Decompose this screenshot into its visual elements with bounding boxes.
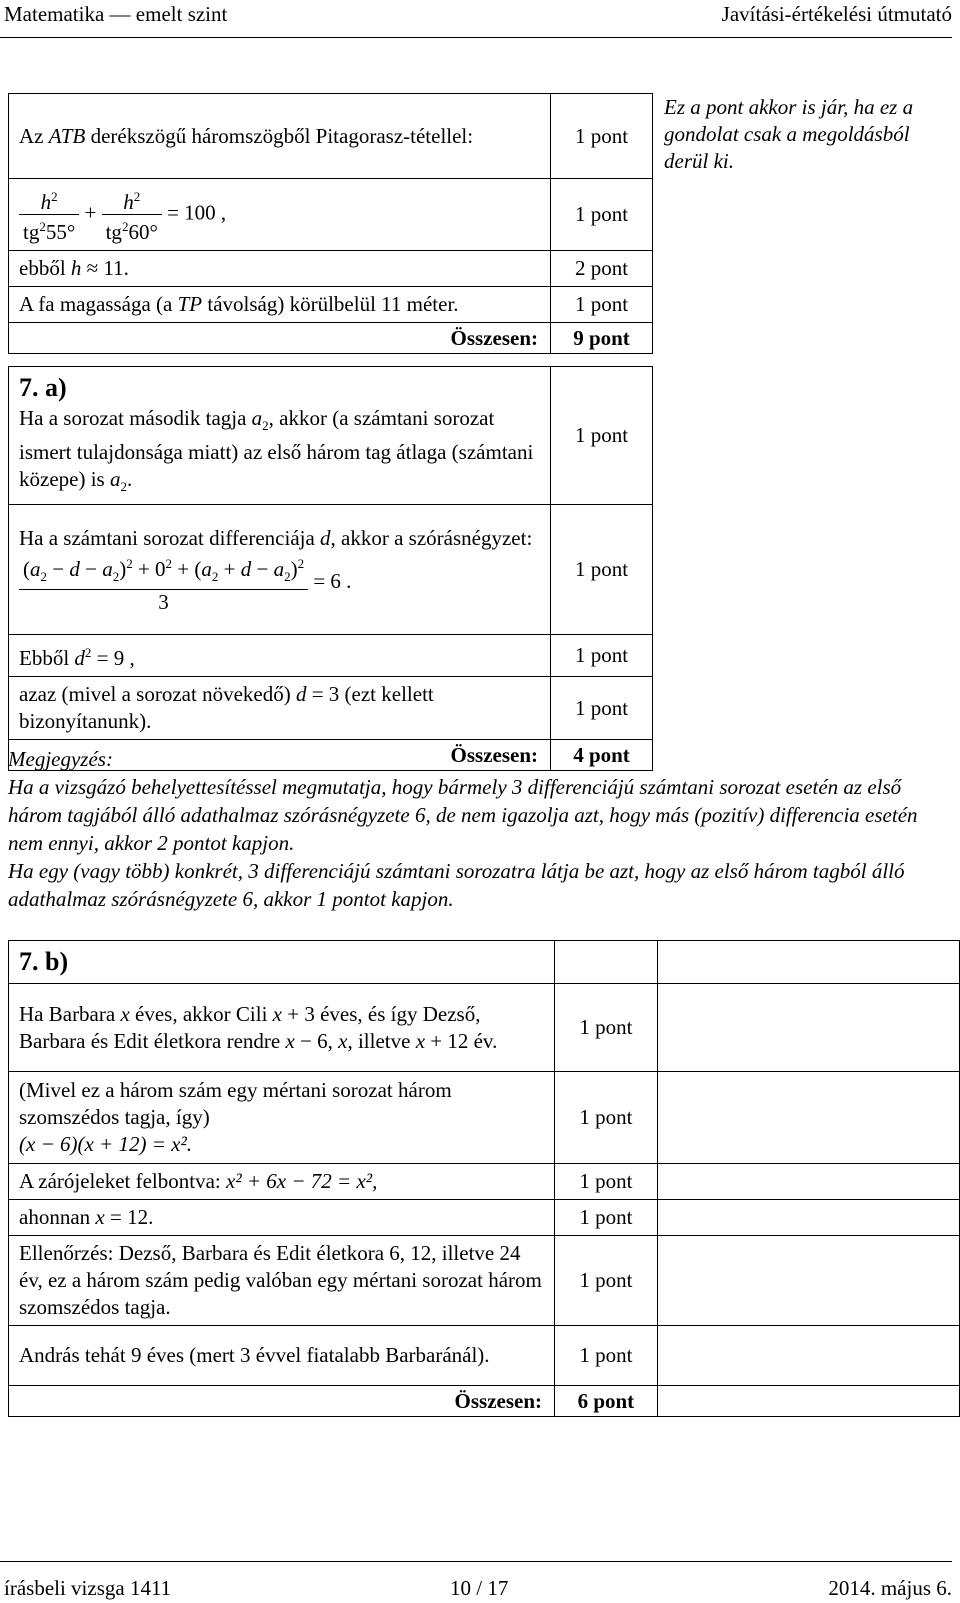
solution-step: Ha Barbara x éves, akkor Cili x + 3 éves, és így Dezső, Barbara és Edit életkora rendre x − 6, x, illetve x + 12 év. <box>9 984 555 1072</box>
solution-step: András tehát 9 éves (mert 3 évvel fiatalabb Barbaránál). <box>9 1326 555 1386</box>
notes-cell <box>657 1164 959 1200</box>
note-paragraph: Ha egy (vagy több) konkrét, 3 differenciájú számtani sorozatra látja be azt, hogy az első három tagból álló adathalmaz szórásnégyzete 6, akkor 1 pontot kapjon. <box>8 859 905 911</box>
notes-cell <box>657 1236 959 1326</box>
formula-result: = 100 , <box>167 200 227 225</box>
solution-step <box>9 1072 555 1164</box>
fraction: $\frac{h^2}{tg^255^\circ}$ <box>19 185 79 244</box>
pythagoras-formula: $\frac{h^2}{tg^255^\circ}$ + $\frac{h^2}{tg^260^\circ}$ = 100 , <box>9 179 551 251</box>
points-cell: 1 pont <box>551 94 653 179</box>
points-cell: 1 pont <box>551 505 653 635</box>
solution-step: A fa magassága (a TP távolság) körülbelül 11 méter. <box>9 287 551 323</box>
total-points: 9 pont <box>551 323 653 354</box>
fraction: $\frac{h^2}{tg^260^\circ}$ <box>102 185 162 244</box>
notes-cell <box>657 984 959 1072</box>
note-block <box>8 745 928 913</box>
points-cell: 1 pont <box>551 635 653 677</box>
step-formula: x² + 6x − 72 = x², <box>226 1169 378 1193</box>
note-title: Megjegyzés: <box>8 747 113 771</box>
notes-cell <box>657 1386 959 1417</box>
points-cell: 2 pont <box>551 251 653 287</box>
points-cell: 1 pont <box>555 1236 658 1326</box>
header-rule <box>0 37 952 38</box>
solution-step <box>9 1164 555 1200</box>
points-cell: 1 pont <box>555 1326 658 1386</box>
solution-step: Az ATB derékszögű háromszögből Pitagorasz-tétellel: <box>9 94 551 179</box>
solution-step: 7. a) Ha a sorozat második tagja $a_2$, akkor (a számtani sorozat ismert tulajdonsága miatt) az első három tag átlaga (számtani közepe) is $a_2$. <box>9 367 551 505</box>
footer-date: 2014. május 6. <box>828 1576 952 1600</box>
side-note: Ez a pont akkor is jár, ha ez a gondolat csak a megoldásból derül ki. <box>664 95 914 173</box>
header-guide-title: Javítási-értékelési útmutató <box>721 2 952 26</box>
solution-step: Ellenőrzés: Dezső, Barbara és Edit életkora 6, 12, illetve 24 év, ez a három szám pedig valóban egy mértani sorozat három szomszédos tagja. <box>9 1236 555 1326</box>
total-points: 6 pont <box>555 1386 658 1417</box>
points-cell: 1 pont <box>555 1200 658 1236</box>
section-heading-cell <box>9 941 555 984</box>
total-label: Összesen: <box>9 1386 555 1417</box>
footer-rule <box>0 1561 952 1562</box>
total-label: Összesen: <box>9 740 551 771</box>
solution-step: ebből h ≈ 11. <box>9 251 551 287</box>
notes-cell <box>657 1200 959 1236</box>
step-text: A zárójeleket felbontva: <box>19 1169 221 1193</box>
points-cell <box>555 941 658 984</box>
solution-step: ahonnan x = 12. <box>9 1200 555 1236</box>
footer-exam-code: írásbeli vizsga 1411 <box>4 1576 172 1600</box>
section-heading: 7. a) <box>19 373 67 402</box>
header-subject: Matematika — emelt szint <box>4 2 228 26</box>
page-header <box>0 0 960 30</box>
notes-cell <box>657 1072 959 1164</box>
step-formula: (x − 6)(x + 12) = x². <box>19 1132 192 1156</box>
points-cell: 1 pont <box>551 367 653 505</box>
points-cell: 1 pont <box>551 179 653 251</box>
section-heading: 7. b) <box>19 947 69 976</box>
points-cell: 1 pont <box>551 677 653 740</box>
total-points: 4 pont <box>551 740 653 771</box>
solution-step: azaz (mivel a sorozat növekedő) d = 3 (ezt kellett bizonyítanunk). <box>9 677 551 740</box>
points-cell: 1 pont <box>555 1164 658 1200</box>
solution-step: Ebből $d^2 = 9$ , <box>9 635 551 677</box>
solution-table-7a <box>8 366 653 771</box>
solution-table-6 <box>8 93 653 354</box>
notes-cell <box>657 941 959 984</box>
page-number: 10 / 17 <box>450 1576 509 1600</box>
total-label: Összesen: <box>9 323 551 354</box>
points-cell: 1 pont <box>555 1072 658 1164</box>
points-cell: 1 pont <box>551 287 653 323</box>
solution-table-7b <box>8 940 960 1417</box>
points-cell: 1 pont <box>555 984 658 1072</box>
note-paragraph: Ha a vizsgázó behelyettesítéssel megmutatja, hogy bármely 3 differenciájú számtani sorozat esetén az első három tagjából álló adathalmaz szórásnégyzete 6, de nem igazolja azt, hogy más (pozitív) differencia esetén nem ennyi, akkor 2 pontot kapjon. <box>8 775 918 855</box>
step-text: (Mivel ez a három szám egy mértani sorozat három szomszédos tagja, így) <box>19 1078 452 1129</box>
notes-cell <box>657 1326 959 1386</box>
variance-formula: $\frac{(a_2 - d - a_2)^2 + 0^2 + (a_2 + d - a_2)^2}{3}$ <box>19 552 308 614</box>
solution-step: Ha a számtani sorozat differenciája d, akkor a szórásnégyzet: $\frac{(a_2 - d - a_2)^2 + 0^2 + (a_2 + d - a_2)^2}{3}$ = 6 . <box>9 505 551 635</box>
